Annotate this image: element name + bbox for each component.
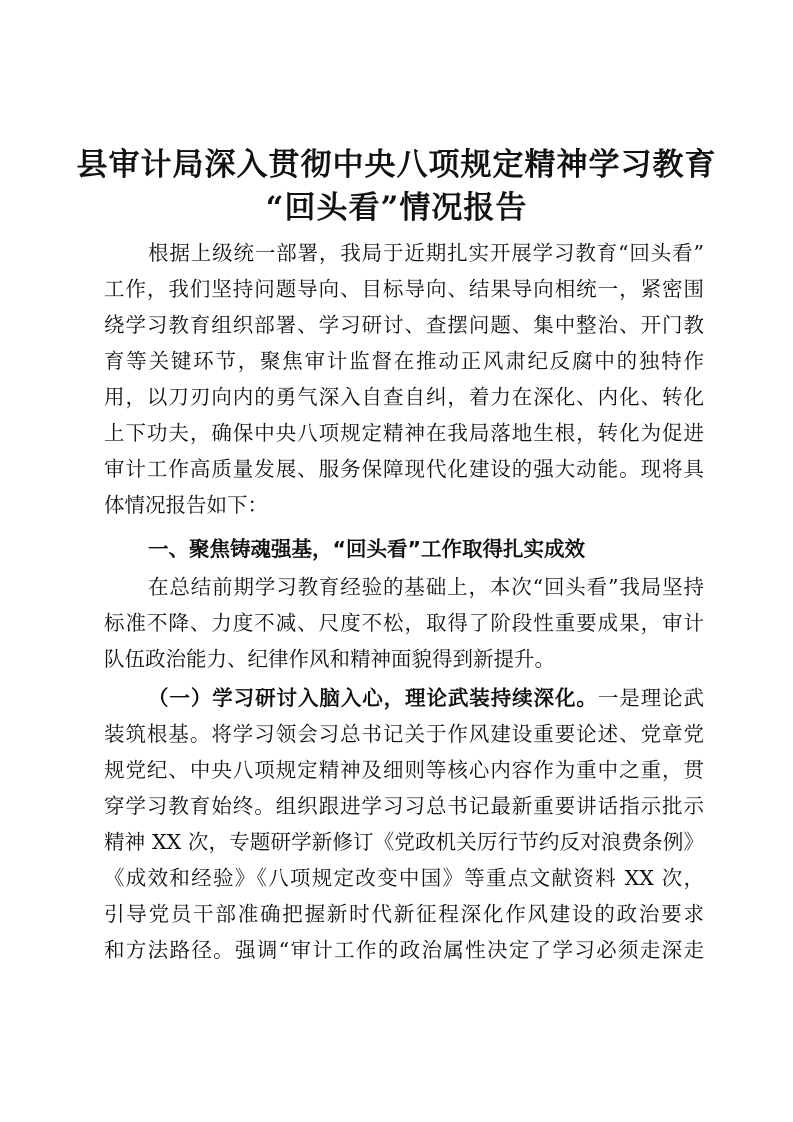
paragraph-1-line-1: 根据上级统一部署，我局于近期扎实开展学习教育“回头看”: [148, 241, 704, 265]
paragraph-3-line-4: 穿学习教育始终。组织跟进学习习总书记最新重要讲话指示批示: [104, 794, 704, 818]
paragraph-1-line-6: 上下功夫，确保中央八项规定精神在我局落地生根，转化为促进: [104, 421, 704, 445]
paragraph-3-line-7: 引导党员干部准确把握新时代新征程深化作风建设的政治要求: [104, 902, 704, 926]
paragraph-2-line-1: 在总结前期学习教育经验的基础上，本次“回头看”我局坚持: [148, 575, 704, 599]
paragraph-1-line-7: 审计工作高质量发展、服务保障现代化建设的强大动能。现将具: [104, 457, 704, 481]
paragraph-1-line-2: 工作，我们坚持问题导向、目标导向、结果导向相统一，紧密围: [104, 277, 704, 301]
paragraph-3-line-1: [148, 680, 704, 716]
paragraph-1-line-3: 绕学习教育组织部署、学习研讨、查摆问题、集中整治、开门教: [104, 313, 704, 337]
paragraph-3-line-2: 装筑根基。将学习领会习总书记关于作风建设重要论述、党章党: [104, 722, 704, 746]
paragraph-3-line-5: 精神 XX 次，专题研学新修订《党政机关厉行节约反对浪费条例》: [104, 830, 704, 854]
paragraph-3-line-1-rest: 一是理论武: [597, 686, 704, 710]
subsection-lead: （一）学习研讨入脑入心，理论武装持续深化。: [148, 686, 598, 710]
paragraph-3-line-3: 规党纪、中央八项规定精神及细则等核心内容作为重中之重，贯: [104, 758, 704, 782]
paragraph-3-line-6: 《成效和经验》《八项规定改变中国》等重点文献资料 XX 次，: [104, 866, 704, 890]
paragraph-2-line-2: 标准不降、力度不减、尺度不松，取得了阶段性重要成果，审计: [104, 611, 704, 635]
paragraph-1-line-4: 育等关键环节，聚焦审计监督在推动正风肃纪反腐中的独特作: [104, 349, 704, 373]
section-heading-1: 一、聚焦铸魂强基，“回头看”工作取得扎实成效: [148, 537, 585, 561]
paragraph-1-line-8: 体情况报告如下：: [104, 493, 268, 517]
paragraph-2-line-3: 队伍政治能力、纪律作风和精神面貌得到新提升。: [104, 647, 555, 671]
paragraph-3-line-8: 和方法路径。强调“审计工作的政治属性决定了学习必须走深走: [104, 938, 704, 962]
document-title-line-2: “回头看”情况报告: [265, 190, 528, 226]
paragraph-1-line-5: 用，以刀刃向内的勇气深入自查自纠，着力在深化、内化、转化: [104, 385, 704, 409]
document-title-line-1: 县审计局深入贯彻中央八项规定精神学习教育: [76, 147, 717, 183]
